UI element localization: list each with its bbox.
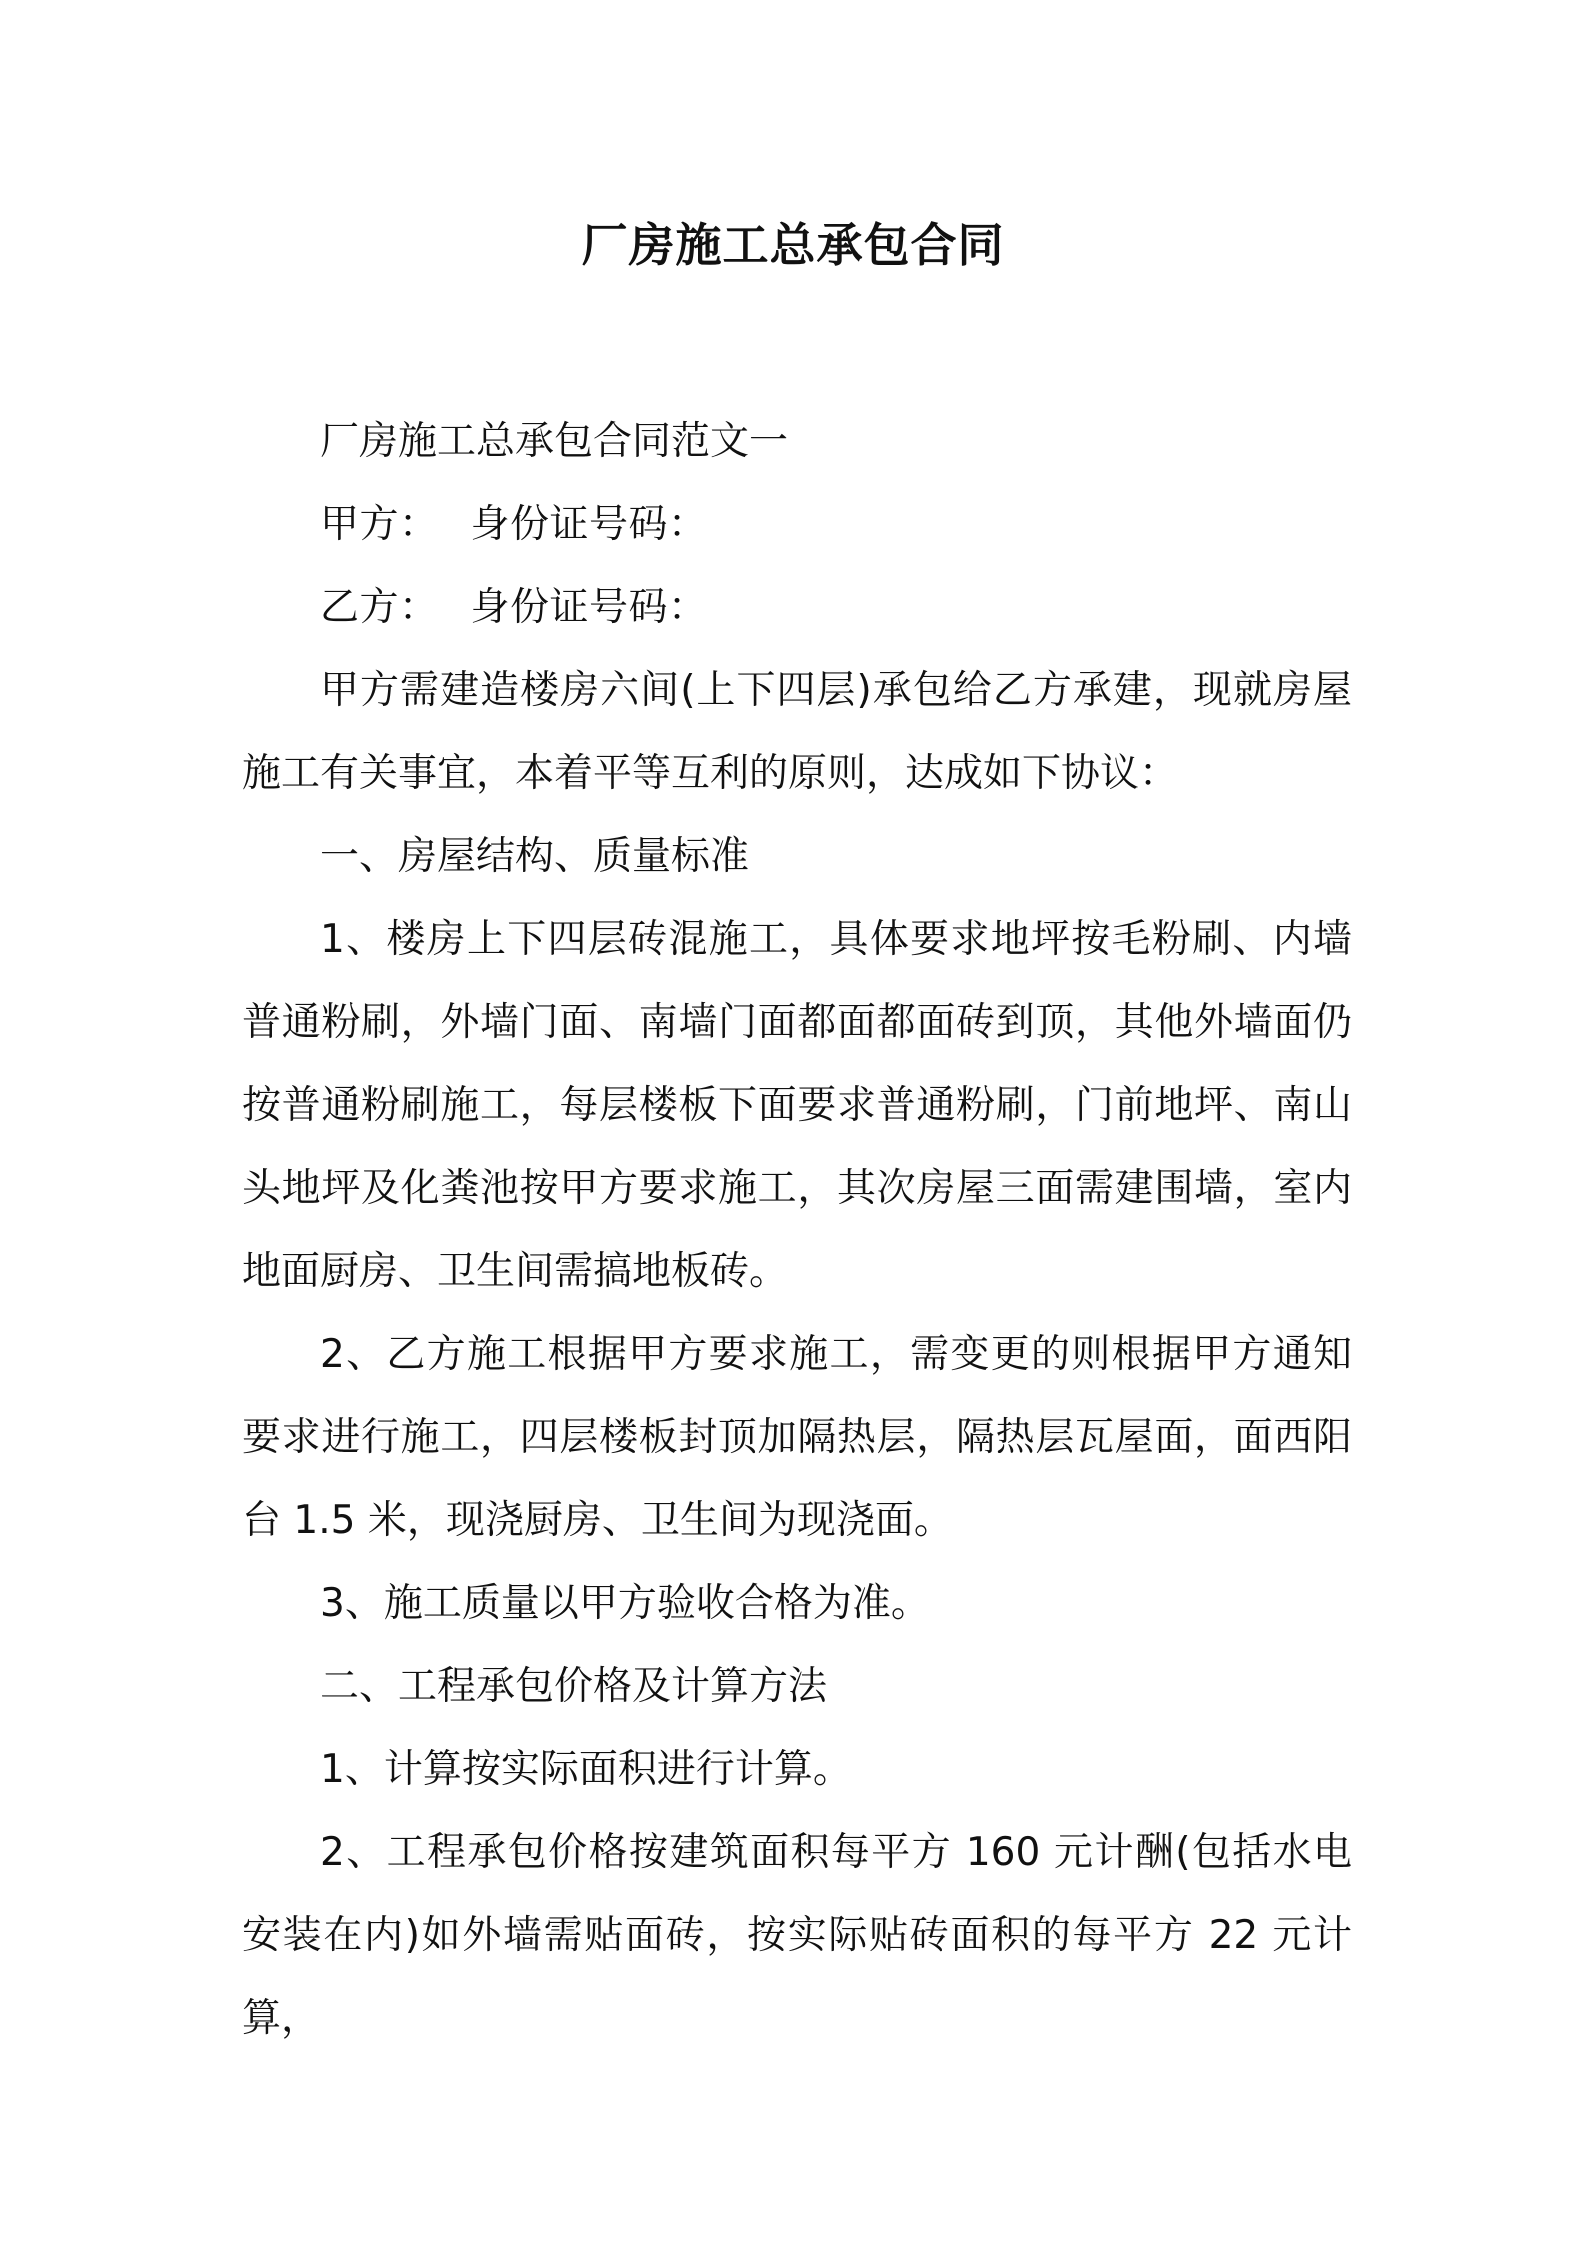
section2-item-1: 1、计算按实际面积进行计算。 xyxy=(320,1747,852,1792)
document-subtitle: 厂房施工总承包合同范文一 xyxy=(320,419,789,464)
party-b-line xyxy=(242,566,1352,649)
section1-item-2: 2、乙方施工根据甲方要求施工，需变更的则根据甲方通知要求进行施工，四层楼板封顶加隔热层，隔热层瓦屋面，面西阳台 1.5 米，现浇厨房、卫生间为现浇面。 xyxy=(242,1332,1352,1543)
section2-heading: 二、工程承包价格及计算方法 xyxy=(320,1664,828,1709)
section1-item-3: 3、施工质量以甲方验收合格为准。 xyxy=(320,1581,930,1626)
intro-paragraph: 甲方需建造楼房六间(上下四层)承包给乙方承建，现就房屋施工有关事宜，本着平等互利的原则，达成如下协议： xyxy=(242,668,1352,796)
document-title: 厂房施工总承包合同 xyxy=(581,218,1005,272)
document-body xyxy=(242,400,1352,2060)
party-b-id-label: 身份证号码： xyxy=(470,585,708,630)
section1-heading: 一、房屋结构、质量标准 xyxy=(320,834,750,879)
party-a-id-label: 身份证号码： xyxy=(470,502,708,547)
party-b-label: 乙方： xyxy=(320,585,439,630)
section2-item-2: 2、工程承包价格按建筑面积每平方 160 元计酬(包括水电安装在内)如外墙需贴面砖，按实际贴砖面积的每平方 22 元计算， xyxy=(242,1830,1352,2041)
section1-item-1: 1、楼房上下四层砖混施工，具体要求地坪按毛粉刷、内墙普通粉刷，外墙门面、南墙门面都面都面砖到顶，其他外墙面仍按普通粉刷施工，每层楼板下面要求普通粉刷，门前地坪、南山头地坪及化粪池按甲方要求施工，其次房屋三面需建围墙，室内地面厨房、卫生间需搞地板砖。 xyxy=(242,917,1352,1294)
party-a-line xyxy=(242,483,1352,566)
party-a-label: 甲方： xyxy=(320,502,439,547)
